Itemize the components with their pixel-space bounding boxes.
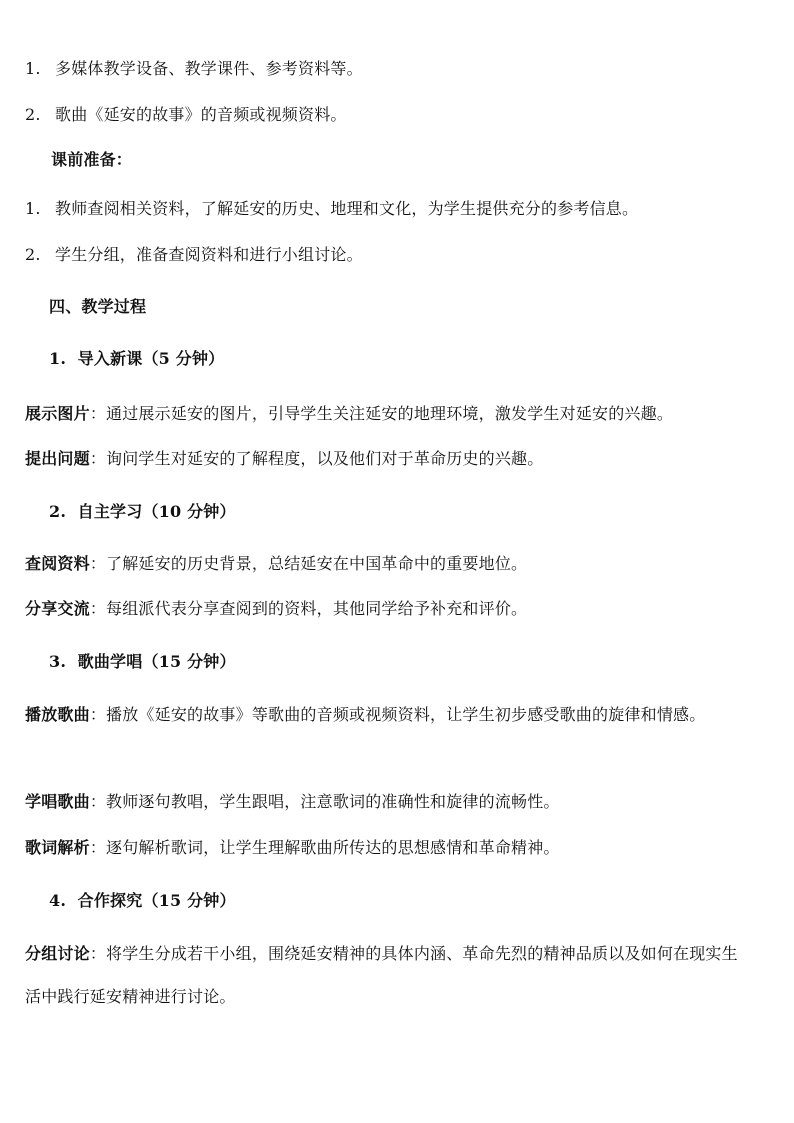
paragraph-text: ：每组派代表分享查阅到的资料，其他同学给予补充和评价。 bbox=[89, 599, 528, 618]
paragraph-label: 分享交流 bbox=[25, 599, 90, 618]
prep-item-2 bbox=[25, 244, 363, 266]
paragraph bbox=[25, 403, 673, 425]
step-number: 4. bbox=[49, 891, 67, 910]
paragraph-text: ：教师逐句教唱，学生跟唱，注意歌词的准确性和旋律的流畅性。 bbox=[89, 792, 560, 811]
prep-heading: 课前准备： bbox=[51, 150, 133, 169]
list-number: 1. bbox=[25, 199, 41, 218]
section-heading: 四、教学过程 bbox=[49, 297, 147, 316]
paragraph-text: ：询问学生对延安的了解程度，以及他们对于革命历史的兴趣。 bbox=[89, 449, 544, 468]
paragraph-text: ：了解延安的历史背景，总结延安在中国革命中的重要地位。 bbox=[89, 554, 528, 573]
step-heading-3 bbox=[49, 651, 236, 673]
paragraph-text: ：将学生分成若干小组，围绕延安精神的具体内涵、革命先烈的精神品质以及如何在现实生活中践行延安精神进行讨论。 bbox=[25, 944, 738, 1006]
step-title: 自主学习（10 分钟） bbox=[77, 502, 236, 521]
material-item-2 bbox=[25, 104, 347, 126]
paragraph-text: ：播放《延安的故事》等歌曲的音频或视频资料，让学生初步感受歌曲的旋律和情感。 bbox=[89, 705, 706, 724]
paragraph-label: 分组讨论 bbox=[25, 944, 90, 963]
step-number: 3. bbox=[49, 652, 67, 671]
list-text: 教师查阅相关资料，了解延安的历史、地理和文化，为学生提供充分的参考信息。 bbox=[55, 199, 639, 218]
list-text: 学生分组，准备查阅资料和进行小组讨论。 bbox=[55, 245, 363, 264]
paragraph-label: 查阅资料 bbox=[25, 554, 90, 573]
material-item-1 bbox=[25, 58, 363, 80]
list-number: 2. bbox=[25, 105, 41, 124]
paragraph-text: ：通过展示延安的图片，引导学生关注延安的地理环境，激发学生对延安的兴趣。 bbox=[89, 404, 674, 423]
list-number: 1. bbox=[25, 59, 41, 78]
paragraph bbox=[25, 553, 527, 575]
step-heading-2 bbox=[49, 501, 236, 523]
paragraph bbox=[25, 693, 750, 736]
prep-item-1 bbox=[25, 198, 638, 220]
step-number: 1. bbox=[49, 349, 67, 368]
paragraph-label: 播放歌曲 bbox=[25, 705, 90, 724]
step-heading-1 bbox=[49, 348, 224, 370]
paragraph-text: ：逐句解析歌词，让学生理解歌曲所传达的思想感情和革命精神。 bbox=[89, 838, 560, 857]
step-title: 合作探究（15 分钟） bbox=[77, 891, 236, 910]
paragraph bbox=[25, 837, 560, 859]
list-text: 歌曲《延安的故事》的音频或视频资料。 bbox=[55, 105, 347, 124]
paragraph bbox=[25, 791, 560, 813]
paragraph bbox=[25, 598, 527, 620]
paragraph bbox=[25, 448, 543, 470]
paragraph bbox=[25, 932, 750, 1018]
paragraph-label: 展示图片 bbox=[25, 404, 90, 423]
step-title: 导入新课（5 分钟） bbox=[77, 349, 225, 368]
list-number: 2. bbox=[25, 245, 41, 264]
paragraph-label: 学唱歌曲 bbox=[25, 792, 90, 811]
list-text: 多媒体教学设备、教学课件、参考资料等。 bbox=[55, 59, 363, 78]
paragraph-label: 歌词解析 bbox=[25, 838, 90, 857]
step-heading-4 bbox=[49, 890, 236, 912]
step-number: 2. bbox=[49, 502, 67, 521]
step-title: 歌曲学唱（15 分钟） bbox=[77, 652, 236, 671]
paragraph-label: 提出问题 bbox=[25, 449, 90, 468]
